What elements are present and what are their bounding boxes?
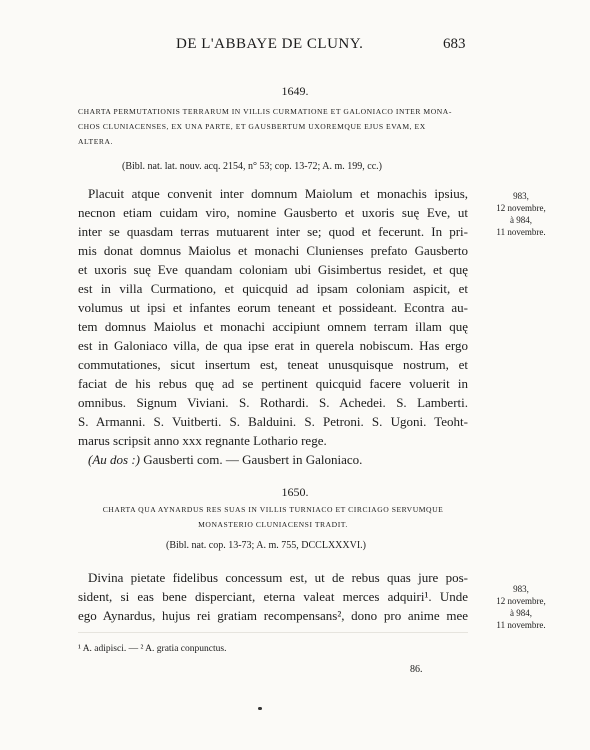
charter-1649-text-line: marus scripsit anno xxx regnante Lothario rege. bbox=[78, 433, 327, 448]
charter-1649-text-line: est in villa Curmationo, et quicquid ad ipsam coloniam aspicit, et bbox=[78, 281, 468, 296]
charter-1649-text-line: tem domnus Maiolus et monachi accipiunt omnem terram illam quę bbox=[78, 319, 468, 334]
signature-mark: 86. bbox=[410, 664, 423, 675]
charter-1649-margin-date bbox=[486, 190, 556, 238]
margin-date-line: 983, bbox=[513, 191, 529, 201]
charter-1650-margin-date bbox=[486, 583, 556, 631]
charter-1649-number: 1649. bbox=[281, 84, 309, 98]
margin-date-line: à 984, bbox=[510, 215, 532, 225]
charter-1649-text-line: necnon etiam cuidam viro, nomine Gausberto et uxoris suę Eve, ut bbox=[78, 205, 468, 220]
charter-1650-text-line: ego Aynardus, hujus rei gratiam recompensans², dono pro anime mee bbox=[78, 608, 468, 623]
charter-1649-title-line: ALTERA. bbox=[78, 137, 113, 146]
margin-date-line: 11 novembre. bbox=[496, 620, 546, 630]
footnote: ¹ A. adipisci. — ² A. gratia conpunctus. bbox=[78, 644, 227, 654]
margin-date-line: 12 novembre, bbox=[496, 596, 546, 606]
charter-1650-source: (Bibl. nat. cop. 13-73; A. m. 755, DCCLXXXVI.) bbox=[166, 540, 366, 551]
charter-1649-text-line: et uxoris suę Eve quandam coloniam ubi Gisimbertus residet, et quę bbox=[78, 262, 468, 277]
charter-1649-text-line: Placuit atque convenit inter domnum Maiolum et monachis ipsius, bbox=[88, 186, 468, 201]
charter-1649-text-line: omnibus. Signum Viviani. S. Rothardi. S. Achedei. S. Lamberti. bbox=[78, 395, 468, 410]
charter-1650-title-line: MONASTERIO CLUNIACENSI TRADIT. bbox=[198, 520, 348, 529]
charter-1650-text-line: Divina pietate fidelibus concessum est, ut de rebus quas jure pos- bbox=[88, 570, 468, 585]
charter-1649-dorsal-note bbox=[88, 450, 478, 469]
margin-date-line: 12 novembre, bbox=[496, 203, 546, 213]
page-number: 683 bbox=[443, 36, 466, 52]
footnote-rule bbox=[78, 632, 468, 633]
dorsal-label: (Au dos :) bbox=[88, 452, 140, 467]
charter-1649-text-line: mis donat domnus Maiolus et monachi Clunienses prefato Gausberto bbox=[78, 243, 468, 258]
charter-1649-source: (Bibl. nat. lat. nouv. acq. 2154, n° 53; cop. 13-72; A. m. 199, cc.) bbox=[122, 161, 382, 172]
charter-1650-title bbox=[78, 502, 468, 532]
charter-1649-text-line: faciat de his rebus quę ad se pertinent quicquid facere voluerit in bbox=[78, 376, 468, 391]
dorsal-text: Gausberti com. — Gausbert in Galoniaco. bbox=[140, 452, 363, 467]
charter-1649-title bbox=[78, 104, 478, 149]
charter-1649-text-line: commutationes, sicut insertum est, teneat unusquisque nostrum, et bbox=[78, 357, 468, 372]
charter-1649-text-line: volumus ut ipsi et infantes eorum teneant et possideant. Econtra au- bbox=[78, 300, 468, 315]
ink-dot bbox=[258, 707, 262, 710]
running-title: DE L'ABBAYE DE CLUNY. bbox=[176, 36, 364, 52]
charter-1650-number: 1650. bbox=[281, 485, 309, 499]
charter-1649-title-line: CHOS CLUNIACENSES, EX UNA PARTE, ET GAUSBERTUM UXOREMQUE EJUS EVAM, EX bbox=[78, 122, 426, 131]
charter-1649-text-line: S. Armanni. S. Vuitberti. S. Balduini. S. Petroni. S. Ugoni. Teoht- bbox=[78, 414, 468, 429]
charter-1649-title-line: CHARTA PERMUTATIONIS TERRARUM IN VILLIS CURMATIONE ET GALONIACO INTER MONA- bbox=[78, 107, 452, 116]
charter-1650-title-line: CHARTA QUA AYNARDUS RES SUAS IN VILLIS TURNIACO ET CIRCIAGO SERVUMQUE bbox=[102, 505, 444, 514]
margin-date-line: 983, bbox=[513, 584, 529, 594]
charter-1649-text-line: inter se quasdam terras mutuarent inter se; quod et fecerunt. In pri- bbox=[78, 224, 468, 239]
margin-date-line: à 984, bbox=[510, 608, 532, 618]
charter-1650-text-line: sident, si eas bene disperciant, eterna valeat merces adquiri¹. Unde bbox=[78, 589, 468, 604]
margin-date-line: 11 novembre. bbox=[496, 227, 546, 237]
charter-1649-text-line: est in Galoniaco villa, de qua ipse erat in querela nobiscum. Has ergo bbox=[78, 338, 468, 353]
